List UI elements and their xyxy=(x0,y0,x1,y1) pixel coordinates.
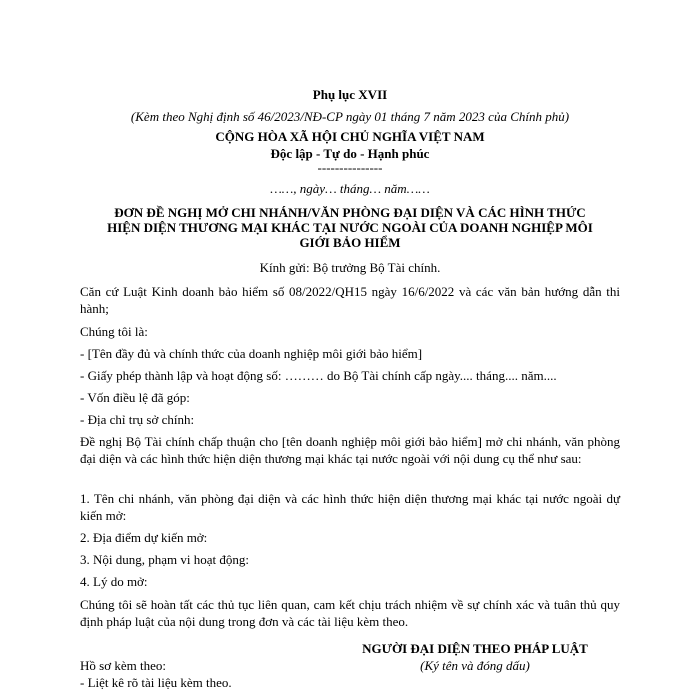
point-2: 2. Địa điểm dự kiến mở: xyxy=(80,530,208,545)
commitment-paragraph: Chúng tôi sẽ hoàn tất các thủ tục liên quan, cam kết chịu trách nhiệm về sự chính xác và tuân thủ quy định pháp luật của nội dung trong đơn và các tài liệu kèm theo. xyxy=(80,597,620,629)
recipient-line: Kính gửi: Bộ trưởng Bộ Tài chính. xyxy=(259,260,441,275)
attachments-item: - Liệt kê rõ tài liệu kèm theo. xyxy=(80,675,232,690)
appendix-heading: Phụ lục XVII xyxy=(312,87,388,102)
license-item: - Giấy phép thành lập và hoạt động số: ……… do Bộ Tài chính cấp ngày.... tháng.... năm.... xyxy=(80,368,557,383)
decree-reference: (Kèm theo Nghị định số 46/2023/NĐ-CP ngày 01 tháng 7 năm 2023 của Chính phủ) xyxy=(130,109,570,124)
point-3: 3. Nội dung, phạm vi hoạt động: xyxy=(80,552,249,567)
point-1: 1. Tên chi nhánh, văn phòng đại diện và các hình thức hiện diện thương mại khác tại nước ngoài dự kiến mở: xyxy=(80,491,620,523)
title-line-1: ĐƠN ĐỀ NGHỊ MỞ CHI NHÁNH/VĂN PHÒNG ĐẠI DIỆN VÀ CÁC HÌNH THỨC xyxy=(114,205,586,220)
company-name-item: - [Tên đầy đủ và chính thức của doanh nghiệp môi giới bảo hiểm] xyxy=(80,346,423,361)
signature-role: NGƯỜI ĐẠI DIỆN THEO PHÁP LUẬT xyxy=(362,641,588,656)
date-line: ……, ngày… tháng… năm…… xyxy=(270,181,430,196)
address-item: - Địa chỉ trụ sở chính: xyxy=(80,412,195,427)
document-title xyxy=(80,205,620,250)
signature-note: (Ký tên và đóng dấu) xyxy=(420,658,530,673)
title-line-2: HIỆN DIỆN THƯƠNG MẠI KHÁC TẠI NƯỚC NGOÀI CỦA DOANH NGHIỆP MÔI xyxy=(107,220,593,235)
country-name: CỘNG HÒA XÃ HỘI CHỦ NGHĨA VIỆT NAM xyxy=(215,129,485,144)
title-line-3: GIỚI BẢO HIỂM xyxy=(299,235,401,250)
we-are-line: Chúng tôi là: xyxy=(80,324,148,339)
attachments-label: Hồ sơ kèm theo: xyxy=(80,658,166,673)
capital-item: - Vốn điều lệ đã góp: xyxy=(80,390,190,405)
national-motto: Độc lập - Tự do - Hạnh phúc xyxy=(270,146,430,161)
request-paragraph: Đề nghị Bộ Tài chính chấp thuận cho [tên doanh nghiệp môi giới bảo hiểm] mở chi nhánh, văn phòng đại diện và các hình thức hiện diện thương mại khác tại nước ngoài với nội dung cụ thể như sau: xyxy=(80,434,620,466)
legal-basis-paragraph: Căn cứ Luật Kinh doanh bảo hiểm số 08/2022/QH15 ngày 16/6/2022 và các văn bản hướng dẫn thi hành; xyxy=(80,284,620,316)
motto-separator: --------------- xyxy=(317,160,383,175)
point-4: 4. Lý do mở: xyxy=(80,574,148,589)
